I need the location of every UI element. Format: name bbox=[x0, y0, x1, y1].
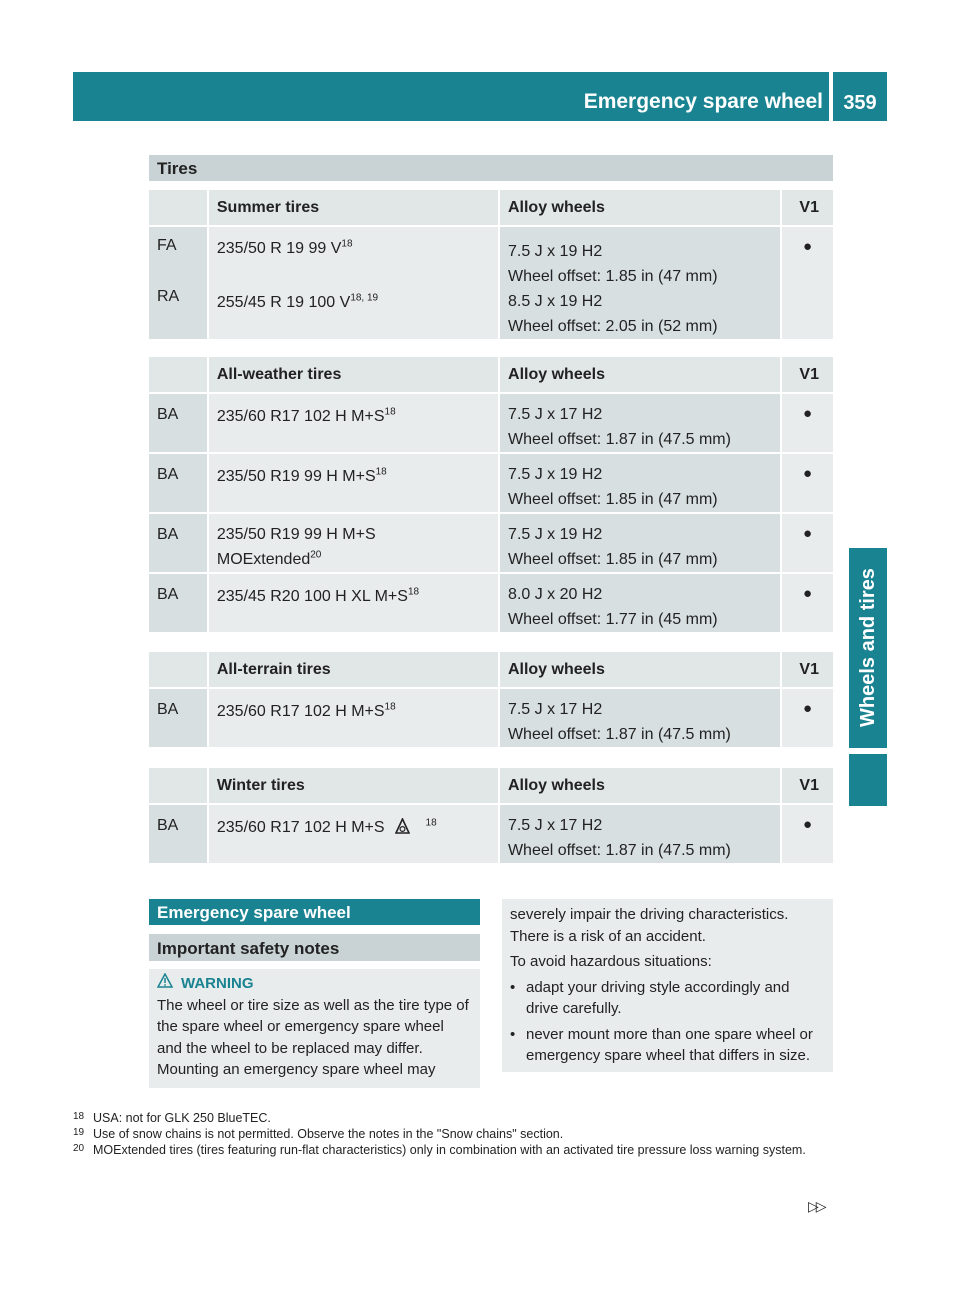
wheel-offset: Wheel offset: 1.85 in (47 mm) bbox=[507, 268, 718, 285]
winter-tires-table bbox=[149, 768, 833, 863]
side-tab-marker bbox=[849, 754, 887, 806]
footnote-ref: 18 bbox=[407, 586, 420, 598]
subsection-title: Important safety notes bbox=[149, 934, 480, 961]
wheel-size: 7.5 J x 17 H2 bbox=[507, 701, 603, 718]
table-header-v1: V1 bbox=[780, 768, 833, 805]
wheel-offset: Wheel offset: 1.87 in (47.5 mm) bbox=[507, 726, 731, 743]
table-header-v1: V1 bbox=[780, 190, 833, 227]
approved-dot: ● bbox=[802, 405, 813, 422]
table-header-position bbox=[149, 652, 207, 689]
table-row bbox=[149, 572, 833, 632]
wheel-offset: Wheel offset: 1.77 in (45 mm) bbox=[508, 611, 718, 628]
footnote-ref: 18 bbox=[384, 406, 396, 418]
tire-size: 235/60 R17 102 H M+S bbox=[216, 703, 385, 720]
page-number: 359 bbox=[843, 92, 877, 114]
wheel-offset: Wheel offset: 1.87 in (47.5 mm) bbox=[507, 842, 731, 859]
axle-both: BA bbox=[157, 406, 179, 423]
approved-dot: ● bbox=[802, 816, 813, 833]
wheel-offset: Wheel offset: 2.05 in (52 mm) bbox=[507, 318, 718, 335]
axle-both: BA bbox=[157, 817, 179, 834]
all-terrain-tires-table bbox=[149, 652, 833, 747]
table-header-tires: Winter tires bbox=[207, 768, 498, 805]
wheel-size: 7.5 J x 17 H2 bbox=[507, 817, 603, 834]
axle-both: BA bbox=[157, 701, 179, 718]
table-header-wheels: Alloy wheels bbox=[498, 357, 780, 394]
approved-dot: ● bbox=[802, 465, 813, 482]
table-row bbox=[149, 452, 833, 512]
snowflake-mountain-icon bbox=[395, 817, 410, 833]
approved-dot: ● bbox=[802, 238, 813, 255]
table-row bbox=[149, 394, 833, 452]
wheel-size: 7.5 J x 17 H2 bbox=[508, 406, 603, 423]
table-header-wheels: Alloy wheels bbox=[498, 190, 780, 227]
wheel-offset: Wheel offset: 1.85 in (47 mm) bbox=[508, 491, 718, 508]
wheel-size: 7.5 J x 19 H2 bbox=[508, 526, 603, 543]
warning-label: WARNING bbox=[181, 975, 254, 992]
approved-dot: ● bbox=[802, 700, 813, 717]
wheel-size: 8.0 J x 20 H2 bbox=[508, 586, 603, 603]
summer-tires-table bbox=[149, 190, 833, 339]
wheel-size: 7.5 J x 19 H2 bbox=[507, 243, 603, 260]
table-header-v1: V1 bbox=[780, 652, 833, 689]
table-header-wheels: Alloy wheels bbox=[498, 652, 780, 689]
footnote: 20 MOExtended tires (tires featuring run-flat characteristics) only in combination with an activated tire pressure loss warning system. bbox=[73, 1143, 806, 1157]
table-header-tires: Summer tires bbox=[207, 190, 498, 227]
wheel-offset: Wheel offset: 1.85 in (47 mm) bbox=[508, 551, 718, 568]
avoid-text: To avoid hazardous situations: bbox=[510, 953, 712, 970]
side-tab-label: Wheels and tires bbox=[857, 568, 879, 728]
axle-front: FA bbox=[157, 237, 177, 254]
tire-size: 235/50 R19 99 H M+S bbox=[216, 468, 376, 485]
table-header-tires: All-weather tires bbox=[207, 357, 498, 394]
table-header-tires: All-terrain tires bbox=[207, 652, 498, 689]
tire-size: 235/50 R19 99 H M+S bbox=[216, 526, 376, 543]
wheel-offset: Wheel offset: 1.87 in (47.5 mm) bbox=[508, 431, 731, 448]
table-header-position bbox=[149, 190, 207, 227]
axle-rear: RA bbox=[157, 288, 180, 305]
continued-arrow-icon: ▷▷ bbox=[808, 1198, 824, 1214]
list-item: • never mount more than one spare wheel or emergency spare wheel that differs in size. bbox=[510, 1025, 813, 1064]
tire-size: 235/60 R17 102 H M+S bbox=[216, 408, 385, 425]
warning-text: The wheel or tire size as well as the tire type of the spare wheel or emergency spare wheel and the wheel to be replaced may differ. Mounting an emergency spare wheel may bbox=[157, 996, 469, 1078]
warning-box bbox=[149, 969, 480, 1088]
table-row bbox=[149, 689, 833, 747]
approved-dot: ● bbox=[802, 585, 813, 602]
footnote-ref: 18 bbox=[425, 817, 437, 829]
footnote-ref: 18, 19 bbox=[350, 292, 379, 304]
axle-both: BA bbox=[157, 466, 179, 483]
footnote-ref: 18 bbox=[341, 238, 353, 250]
footnotes bbox=[73, 1110, 838, 1158]
warning-triangle-icon bbox=[157, 973, 173, 995]
tire-size: 255/45 R 19 100 V bbox=[216, 294, 351, 311]
table-row bbox=[149, 227, 833, 339]
footnote-ref: 20 bbox=[310, 549, 322, 561]
footnote-ref: 18 bbox=[384, 701, 396, 713]
axle-both: BA bbox=[157, 526, 179, 543]
table-header-position bbox=[149, 357, 207, 394]
section-title: Emergency spare wheel bbox=[149, 899, 480, 925]
list-item: • adapt your driving style accordingly and drive carefully. bbox=[510, 978, 790, 1017]
table-row bbox=[149, 805, 833, 863]
table-header-v1: V1 bbox=[780, 357, 833, 394]
table-header-wheels: Alloy wheels bbox=[498, 768, 780, 805]
table-row bbox=[149, 512, 833, 572]
tire-size: 235/45 R20 100 H XL M+S bbox=[216, 588, 408, 605]
tire-size: 235/50 R 19 99 V bbox=[216, 240, 342, 257]
approved-dot: ● bbox=[802, 525, 813, 542]
all-weather-tires-table bbox=[149, 357, 833, 632]
tire-size: 235/60 R17 102 H M+S bbox=[216, 819, 385, 836]
footnote: 18 USA: not for GLK 250 BlueTEC. bbox=[73, 1111, 271, 1125]
footnote: 19 Use of snow chains is not permitted. Observe the notes in the "Snow chains" section. bbox=[73, 1127, 564, 1141]
wheel-size: 7.5 J x 19 H2 bbox=[508, 466, 603, 483]
wheel-size: 8.5 J x 19 H2 bbox=[507, 293, 603, 310]
tires-table-title: Tires bbox=[149, 155, 833, 181]
page-title: Emergency spare wheel bbox=[583, 90, 823, 113]
warning-box-continued bbox=[502, 899, 833, 1072]
axle-both: BA bbox=[157, 586, 179, 603]
table-header-position bbox=[149, 768, 207, 805]
footnote-ref: 18 bbox=[375, 466, 387, 478]
tire-variant: MOExtended bbox=[216, 551, 311, 568]
warning-continued-text: severely impair the driving characteristics. There is a risk of an accident. bbox=[510, 906, 789, 945]
